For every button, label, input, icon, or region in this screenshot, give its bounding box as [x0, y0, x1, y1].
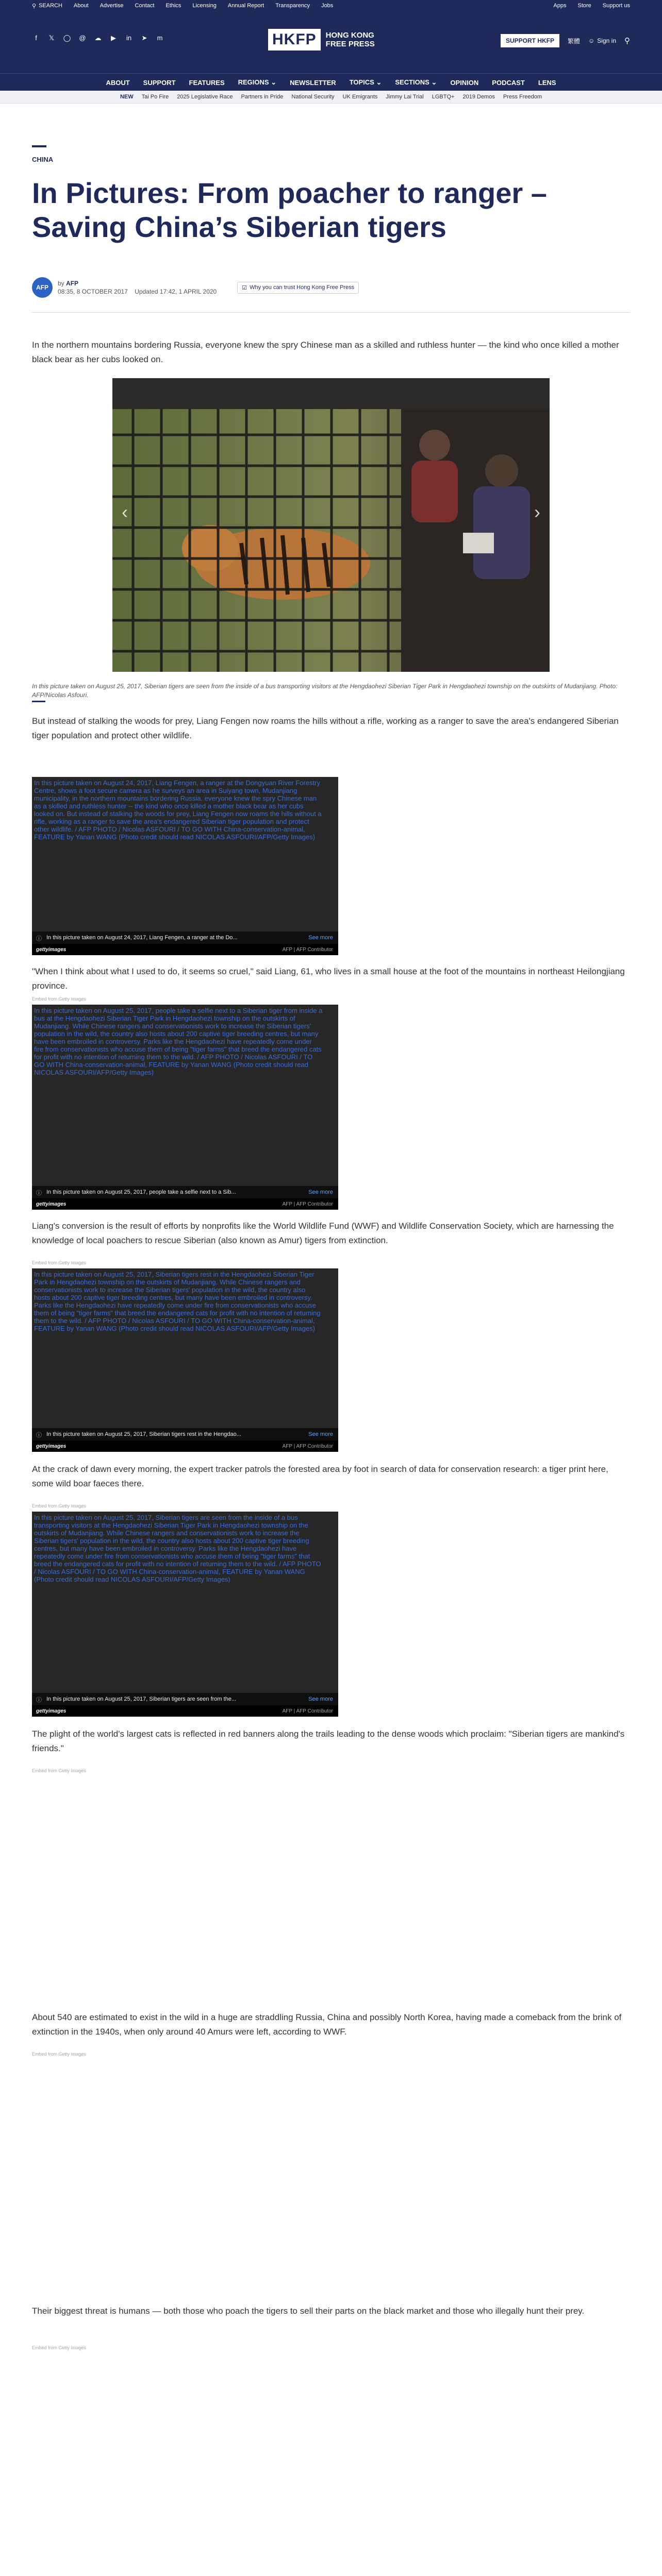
site-logo[interactable] — [268, 29, 375, 50]
photo-caption: In this picture taken on August 25, 2017, Siberian tigers are seen from the inside of a bus transporting visitors at the Hengdaohezi Siberian Tiger Park in Hengdaohezi township on the outskirts of Mudanjiang. Photo: AFP/Nicolas Asfouri. — [32, 683, 618, 699]
paragraph: "When I think about what I used to do, it seems so cruel," said Liang, 61, who lives in a small house at the foot of the mountains in northeast Heilongjiang province. — [32, 967, 625, 991]
embed-credit-line: AFP | AFP Contributor — [282, 1201, 333, 1207]
trending-bar — [0, 91, 662, 104]
topbar-about[interactable]: About — [73, 3, 89, 9]
user-icon: ☺ — [588, 37, 595, 44]
author-avatar[interactable]: AFP — [32, 277, 53, 298]
paragraph: About 540 are estimated to exist in the wild in a huge are straddling Russia, China and possibly North Korea, having made a comeback from the brink of extinction in the 1940s, when only around 40 Amurs were left, according to WWF. — [32, 2012, 622, 2037]
embed-footer — [32, 1440, 338, 1452]
embed-credit-line: AFP | AFP Contributor — [282, 1708, 333, 1714]
nav-opinion[interactable]: OPINION — [450, 78, 479, 87]
trending-item[interactable]: LGBTQ+ — [432, 94, 455, 100]
getty-embed[interactable] — [32, 1005, 338, 1210]
info-icon: ⓘ — [36, 1190, 42, 1196]
sign-in-link[interactable]: ☺ Sign in — [588, 37, 616, 44]
embed-credit-line: AFP | AFP Contributor — [282, 1443, 333, 1449]
trending-item[interactable]: 2025 Legislative Race — [177, 94, 233, 100]
nav-support[interactable]: SUPPORT — [143, 78, 176, 87]
trending-item[interactable]: Tai Po Fire — [141, 94, 169, 100]
category-link[interactable]: CHINA — [32, 156, 54, 163]
article-title: In Pictures: From poacher to ranger – Saving China’s Siberian tigers — [32, 177, 547, 243]
embed-from-getty[interactable]: Embed from Getty Images — [32, 1768, 87, 1773]
paragraph: At the crack of dawn every morning, the expert tracker patrols the forested area by foot in search of data for conservation research: a tiger print here, some wild boar faeces there. — [32, 1464, 608, 1488]
embed-footer — [32, 1705, 338, 1717]
embed-caption-bar — [32, 1693, 338, 1705]
trending-item[interactable]: Jimmy Lai Trial — [386, 94, 424, 100]
image-alt-text: In this picture taken on August 24, 2017, Liang Fengen, a ranger at the Dongyuan River Forestry Centre, shows a foot secure camera as he surveys an area in Suiyang town, Mudanjiang municipality, in the northern mountains bordering Russia. everyone knew the spry Chinese man as a skilled and ruthless hunter -- the kind who once killed a mother black bear as her cubs looked on. But instead of stalking the woods for prey, Liang Fengen now roams the hills without a rifle, working as a ranger to save the area's endangered Siberian tiger population and protect other wildlife. / AFP PHOTO / Nicolas ASFOURI / TO GO WITH China-conservation-animal, FEATURE by Yanan WANG (Photo credit should read NICOLAS ASFOURI/AFP/Getty Images) — [34, 779, 322, 841]
getty-embed[interactable] — [32, 777, 338, 955]
search-link[interactable]: ⚲ SEARCH — [32, 3, 62, 9]
see-more-link[interactable]: See more — [308, 935, 333, 941]
bluesky-icon[interactable]: ☁ — [94, 34, 102, 42]
embed-image — [32, 1005, 338, 1186]
shield-icon: ☑ — [242, 284, 247, 291]
see-more-link[interactable]: See more — [308, 1696, 333, 1702]
getty-embed[interactable] — [32, 1268, 338, 1452]
embed-from-getty[interactable]: Embed from Getty Images — [32, 1260, 87, 1265]
getty-embed[interactable] — [32, 1512, 338, 1717]
nav-podcast[interactable]: PODCAST — [492, 78, 525, 87]
embed-from-getty[interactable]: Embed from Getty Images — [32, 2345, 87, 2350]
embed-footer — [32, 944, 338, 955]
topbar-transparency[interactable]: Transparency — [275, 3, 310, 9]
chevron-down-icon: ⌄ — [376, 78, 382, 86]
embed-from-getty[interactable]: Embed from Getty Images — [32, 2052, 87, 2057]
topbar-ethics[interactable]: Ethics — [166, 3, 181, 9]
byline — [32, 277, 359, 298]
embed-image — [32, 1268, 338, 1428]
top-utility-bar — [0, 0, 662, 11]
divider — [32, 312, 630, 313]
embed-caption-bar — [32, 1428, 338, 1440]
tiger-bus-photo-illustration — [112, 378, 550, 672]
getty-logo[interactable]: gettyimages — [36, 1443, 67, 1449]
topbar-support-us[interactable]: Support us — [602, 3, 630, 9]
getty-logo[interactable]: gettyimages — [36, 946, 67, 953]
mastodon-icon[interactable]: m — [157, 34, 163, 42]
trust-badge-link[interactable]: ☑ Why you can trust Hong Kong Free Press — [237, 282, 359, 294]
by-prefix: by — [58, 280, 64, 287]
nav-regions[interactable]: REGIONS ⌄ — [238, 78, 277, 86]
embed-caption-bar — [32, 931, 338, 944]
section-accent-bar — [32, 145, 46, 147]
paragraph: Liang's conversion is the result of efforts by nonprofits like the World Wildlife Fund (WWF) and Wildlife Conservation Society, which are harnessing the knowledge of local poachers to rescue Siberian (also known as Amur) tigers from extinction. — [32, 1221, 614, 1245]
embed-caption: In this picture taken on August 25, 2017, people take a selfie next to a Sib... — [46, 1189, 236, 1195]
info-icon: ⓘ — [36, 1432, 42, 1438]
logo-text: HONG KONG FREE PRESS — [325, 31, 375, 48]
info-icon: ⓘ — [36, 936, 42, 942]
embed-from-getty[interactable]: Embed from Getty Images — [32, 996, 87, 1002]
see-more-link[interactable]: See more — [308, 1189, 333, 1195]
nav-features[interactable]: FEATURES — [189, 78, 225, 87]
embed-caption: In this picture taken on August 24, 2017, Liang Fengen, a ranger at the Do... — [46, 935, 238, 941]
embed-credit-line: AFP | AFP Contributor — [282, 946, 333, 953]
main-nav — [0, 73, 662, 91]
paragraph: The plight of the world's largest cats is reflected in red banners along the trails leading to the dense woods which proclaim: "Siberian tigers are mankind's friends." — [32, 1729, 625, 1753]
chevron-down-icon: ⌄ — [271, 78, 277, 86]
nav-topics[interactable]: TOPICS ⌄ — [349, 78, 382, 86]
topbar-store[interactable]: Store — [577, 3, 591, 9]
hero-photo — [112, 378, 550, 672]
trending-item[interactable]: Press Freedom — [503, 94, 542, 100]
facebook-icon[interactable]: f — [35, 34, 37, 42]
nav-lens[interactable]: LENS — [538, 78, 556, 87]
threads-icon[interactable]: @ — [79, 34, 86, 42]
new-badge: NEW — [120, 94, 134, 100]
trending-item[interactable]: 2019 Demos — [462, 94, 495, 100]
chevron-down-icon: ⌄ — [431, 78, 437, 86]
topbar-licensing[interactable]: Licensing — [192, 3, 217, 9]
nav-newsletter[interactable]: NEWSLETTER — [290, 78, 336, 87]
topbar-advertise[interactable]: Advertise — [100, 3, 124, 9]
author-link[interactable]: AFP — [66, 280, 79, 287]
chevron-right-icon[interactable]: › — [534, 501, 540, 522]
publish-date: 08:35, 8 OCTOBER 2017 — [58, 288, 128, 295]
nav-sections[interactable]: SECTIONS ⌄ — [395, 78, 437, 86]
search-icon: ⚲ — [32, 3, 37, 9]
search-icon[interactable]: ⚲ — [624, 37, 630, 45]
paragraph: In the northern mountains bordering Russia, everyone knew the spry Chinese man as a skilled and ruthless hunter — the kind who once killed a mother black bear as her cubs looked on. — [32, 340, 619, 364]
youtube-icon[interactable]: ▶ — [111, 34, 116, 42]
topbar-contact[interactable]: Contact — [135, 3, 155, 9]
logo-mark: HKFP — [268, 29, 321, 50]
separator-bar — [32, 701, 45, 702]
see-more-link[interactable]: See more — [308, 1431, 333, 1437]
x-icon[interactable]: 𝕏 — [48, 34, 55, 42]
linkedin-icon[interactable]: in — [126, 34, 132, 42]
getty-logo[interactable]: gettyimages — [36, 1708, 67, 1714]
trending-item[interactable]: National Security — [291, 94, 335, 100]
updated-date: Updated 17:42, 1 APRIL 2020 — [135, 288, 217, 295]
info-icon: ⓘ — [36, 1697, 42, 1703]
paragraph: But instead of stalking the woods for prey, Liang Fengen now roams the hills without a rifle, working as a ranger to save the area's endangered Siberian tiger population and protect other wildlife. — [32, 716, 619, 740]
trending-item[interactable]: UK Emigrants — [342, 94, 378, 100]
embed-caption: In this picture taken on August 25, 2017, Siberian tigers are seen from the... — [46, 1696, 237, 1702]
embed-caption: In this picture taken on August 25, 2017, Siberian tigers rest in the Hengdao... — [46, 1431, 241, 1437]
image-alt-text: In this picture taken on August 25, 2017, Siberian tigers are seen from the inside of a bus transporting visitors at the Hengdaohezi Siberian Tiger Park in Hengdaohezi township on the outskirts of Mudanjiang. While Chinese rangers and conservationists work to increase the Siberian tigers' population in the wild, the country also hosts about 200 captive tiger breeding centres, but many have been embroiled in controversy. Parks like the Hengdaohezi have repeatedly come under fire from conservationists who accuse them of being "tiger farms" that breed the endangered cats for profit with no intention of returning them to the wild. / AFP PHOTO / Nicolas ASFOURI / TO GO WITH China-conservation-animal, FEATURE by Yanan WANG (Photo credit should read NICOLAS ASFOURI/AFP/Getty Images) — [34, 1514, 321, 1583]
site-header — [0, 11, 662, 73]
embed-image — [32, 1512, 338, 1693]
topbar-annual-report[interactable]: Annual Report — [227, 3, 264, 9]
embed-from-getty[interactable]: Embed from Getty Images — [32, 1503, 87, 1509]
instagram-icon[interactable]: ◯ — [63, 34, 71, 42]
embed-image — [32, 777, 338, 931]
telegram-icon[interactable]: ➤ — [141, 34, 147, 42]
embed-footer — [32, 1198, 338, 1210]
chevron-left-icon[interactable]: ‹ — [122, 501, 128, 522]
trending-item[interactable]: Partners in Pride — [241, 94, 284, 100]
paragraph: Their biggest threat is humans — both those who poach the tigers to sell their parts on the black market and those who illegally hunt their prey. — [32, 2306, 585, 2316]
language-toggle[interactable]: 繁體 — [568, 37, 581, 45]
nav-about[interactable]: ABOUT — [106, 78, 130, 87]
embed-caption-bar — [32, 1186, 338, 1198]
support-hkfp-button[interactable]: SUPPORT HKFP — [501, 34, 559, 47]
image-alt-text: In this picture taken on August 25, 2017, people take a selfie next to a Siberian tiger from inside a bus at the Hengdaohezi Siberian Tiger Park in Hengdaohezi township on the outskirts of Mudanjiang. While Chinese rangers and conservationists work to increase the Siberian tigers' population in the wild, the country also hosts about 200 captive tiger breeding centres, but many have been embroiled in controversy. Parks like the Hengdaohezi have repeatedly come under fire from conservationists who accuse them of being "tiger farms" that breed the endangered cats for profit with no intention of returning them to the wild. / AFP PHOTO / Nicolas ASFOURI / TO GO WITH China-conservation-animal, FEATURE by Yanan WANG (Photo credit should read NICOLAS ASFOURI/AFP/Getty Images) — [34, 1007, 323, 1076]
image-alt-text: In this picture taken on August 25, 2017, Siberian tigers rest in the Hengdaohezi Siberian Tiger Park in Hengdaohezi township on the outskirts of Mudanjiang. While Chinese rangers and conservationists work to increase the Siberian tigers' population in the wild, the country also hosts about 200 captive tiger breeding centres, but many have been embroiled in controversy. Parks like the Hengdaohezi have repeatedly come under fire from conservationists who accuse them of being "tiger farms" that breed the endangered cats for profit with no intention of returning them to the wild. / AFP PHOTO / Nicolas ASFOURI / TO GO WITH China-conservation-animal, FEATURE by Yanan WANG (Photo credit should read NICOLAS ASFOURI/AFP/Getty Images) — [34, 1270, 321, 1332]
getty-logo[interactable]: gettyimages — [36, 1201, 67, 1207]
topbar-apps[interactable]: Apps — [553, 3, 567, 9]
social-links — [32, 34, 164, 42]
topbar-jobs[interactable]: Jobs — [321, 3, 334, 9]
